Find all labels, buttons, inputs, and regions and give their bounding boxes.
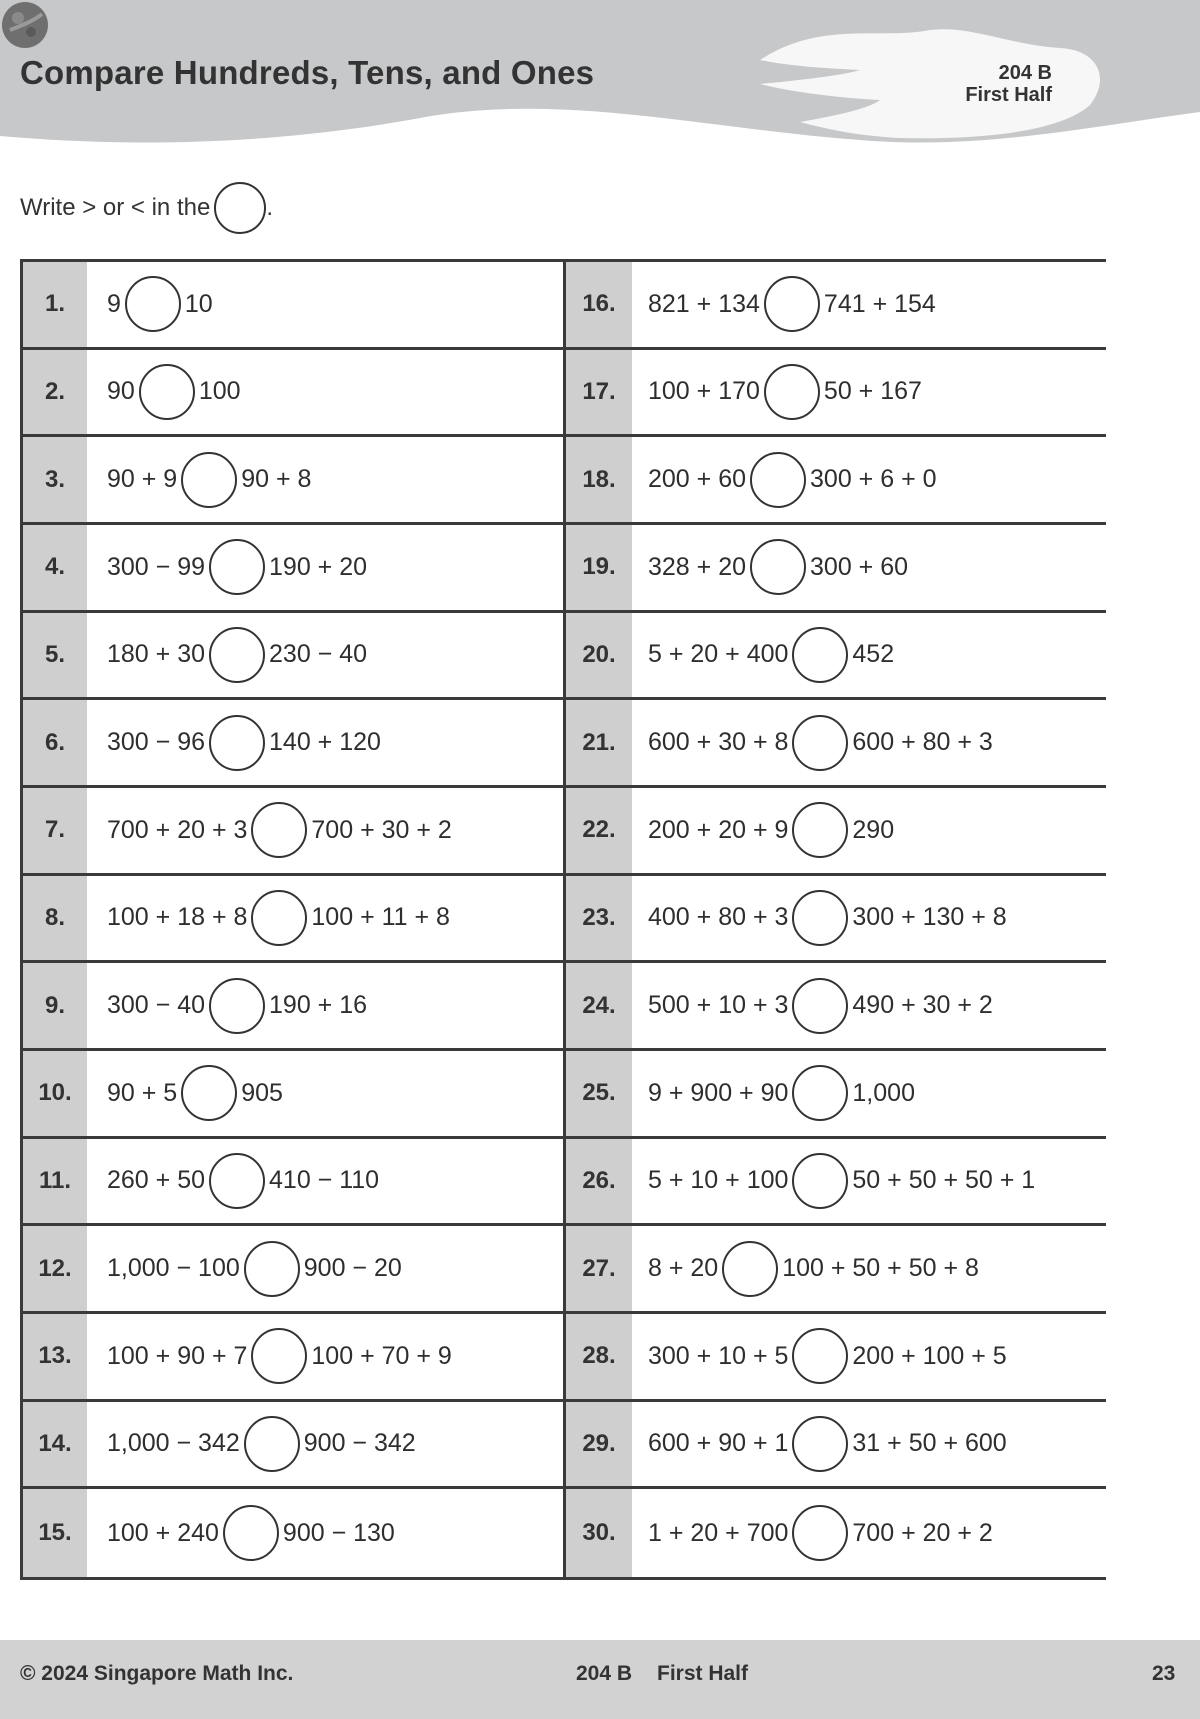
answer-circle[interactable] (181, 452, 237, 508)
problem-number: 8. (44, 903, 65, 931)
problem-item (23, 788, 566, 876)
problem-number: 21. (582, 728, 616, 756)
problem-number: 23. (582, 903, 616, 931)
right-expression: 31 + 50 + 600 (852, 1429, 1007, 1458)
problem-item (23, 1051, 566, 1139)
problem-number: 14. (38, 1429, 72, 1457)
left-expression: 200 + 60 (648, 465, 747, 494)
problem-item (566, 1139, 1106, 1227)
problem-item (566, 1402, 1106, 1490)
left-expression: 700 + 20 + 3 (107, 815, 248, 844)
instruction-lead: Write > or < in the (20, 194, 211, 221)
answer-circle[interactable] (792, 627, 848, 683)
problem-item (566, 1226, 1106, 1314)
left-expression: 100 + 240 (107, 1518, 219, 1547)
problem-number: 18. (582, 465, 616, 493)
right-expression: 200 + 100 + 5 (852, 1341, 1007, 1370)
level-badge (965, 62, 1052, 106)
answer-circle[interactable] (251, 890, 307, 946)
answer-circle[interactable] (125, 276, 181, 332)
problem-number: 2. (44, 377, 65, 405)
problem-item (566, 350, 1106, 438)
answer-circle[interactable] (792, 890, 848, 946)
left-expression: 9 + 900 + 90 (648, 1078, 789, 1107)
answer-circle[interactable] (792, 978, 848, 1034)
right-expression: 100 (198, 377, 241, 406)
problem-number: 5. (44, 640, 65, 668)
footer-section: First Half (657, 1662, 749, 1685)
problem-item (566, 788, 1106, 876)
problem-number: 1. (44, 290, 65, 318)
right-expression: 10 (184, 289, 213, 318)
left-expression: 100 + 18 + 8 (107, 903, 248, 932)
problem-number: 9. (44, 991, 65, 1019)
answer-circle[interactable] (722, 1241, 778, 1297)
problem-number: 15. (38, 1519, 72, 1547)
problem-item (566, 700, 1106, 788)
planet-icon (0, 0, 50, 50)
left-expression: 90 + 9 (107, 465, 178, 494)
problem-item (23, 262, 566, 350)
problem-item (23, 525, 566, 613)
right-expression: 490 + 30 + 2 (852, 991, 993, 1020)
right-expression: 100 + 11 + 8 (311, 903, 450, 932)
left-expression: 90 + 5 (107, 1078, 178, 1107)
answer-circle[interactable] (792, 1153, 848, 1209)
answer-circle[interactable] (792, 1065, 848, 1121)
problem-number: 30. (582, 1519, 616, 1547)
problem-number: 29. (582, 1429, 616, 1457)
left-expression: 300 + 10 + 5 (648, 1341, 789, 1370)
problem-number: 3. (44, 465, 65, 493)
right-expression: 410 − 110 (269, 1166, 380, 1195)
problem-grid (20, 259, 1106, 1580)
problem-number: 13. (38, 1342, 72, 1370)
footer-code: 204 B (576, 1662, 633, 1685)
left-expression: 300 − 99 (107, 552, 206, 581)
left-expression: 8 + 20 (648, 1254, 719, 1283)
problem-item (566, 1489, 1106, 1577)
answer-circle-example (214, 182, 266, 234)
answer-circle[interactable] (139, 364, 195, 420)
problem-number: 17. (582, 377, 616, 405)
left-expression: 1,000 − 100 (107, 1254, 240, 1283)
right-expression: 190 + 16 (269, 991, 368, 1020)
right-expression: 900 − 20 (303, 1254, 402, 1283)
problem-item (23, 350, 566, 438)
answer-circle[interactable] (209, 627, 265, 683)
right-expression: 700 + 20 + 2 (852, 1518, 993, 1547)
problem-item (23, 1489, 566, 1577)
right-expression: 50 + 167 (823, 377, 922, 406)
problem-number: 4. (44, 553, 65, 581)
page-title: Compare Hundreds, Tens, and Ones (20, 54, 595, 91)
answer-circle[interactable] (209, 1153, 265, 1209)
answer-circle[interactable] (209, 715, 265, 771)
badge-code: 204 B (998, 62, 1052, 84)
problem-item (566, 525, 1106, 613)
right-expression: 452 (852, 640, 895, 669)
problem-item (23, 613, 566, 701)
problem-item (23, 876, 566, 964)
answer-circle[interactable] (792, 1505, 848, 1561)
left-expression: 600 + 30 + 8 (648, 728, 789, 757)
left-expression: 90 (107, 377, 135, 406)
problem-item (566, 1051, 1106, 1139)
problem-number: 28. (582, 1342, 616, 1370)
problem-number: 16. (582, 290, 616, 318)
answer-circle[interactable] (209, 539, 265, 595)
answer-circle[interactable] (209, 978, 265, 1034)
problem-number: 10. (38, 1079, 72, 1107)
problem-item (23, 1226, 566, 1314)
page-footer (0, 1640, 1200, 1719)
left-expression: 260 + 50 (107, 1166, 206, 1195)
left-expression: 600 + 90 + 1 (648, 1429, 789, 1458)
answer-circle[interactable] (792, 802, 848, 858)
left-expression: 500 + 10 + 3 (648, 991, 789, 1020)
answer-circle[interactable] (792, 715, 848, 771)
answer-circle[interactable] (764, 364, 820, 420)
answer-circle[interactable] (792, 1328, 848, 1384)
right-expression: 140 + 120 (269, 728, 381, 757)
right-expression: 190 + 20 (269, 552, 368, 581)
answer-circle[interactable] (181, 1065, 237, 1121)
right-expression: 300 + 6 + 0 (810, 465, 937, 494)
problem-item (23, 1402, 566, 1490)
problem-number: 22. (582, 816, 616, 844)
right-expression: 100 + 70 + 9 (311, 1341, 452, 1370)
problem-number: 20. (582, 640, 616, 668)
answer-circle[interactable] (764, 276, 820, 332)
problem-item (566, 613, 1106, 701)
right-expression: 300 + 60 (810, 552, 909, 581)
left-expression: 1 + 20 + 700 (648, 1518, 789, 1547)
answer-circle[interactable] (251, 1328, 307, 1384)
answer-circle[interactable] (792, 1416, 848, 1472)
right-expression: 50 + 50 + 50 + 1 (852, 1166, 1036, 1195)
left-expression: 300 − 96 (107, 728, 206, 757)
left-expression: 400 + 80 + 3 (648, 903, 789, 932)
problem-number: 25. (582, 1079, 616, 1107)
page-number: 23 (1152, 1662, 1176, 1685)
problem-number: 11. (38, 1166, 72, 1194)
left-expression: 328 + 20 (648, 552, 747, 581)
badge-section: First Half (965, 84, 1052, 106)
problem-item (23, 700, 566, 788)
left-expression: 1,000 − 342 (107, 1429, 240, 1458)
left-expression: 821 + 134 (648, 289, 760, 318)
left-expression: 100 + 170 (648, 377, 760, 406)
right-expression: 100 + 50 + 50 + 8 (782, 1254, 979, 1283)
left-expression: 180 + 30 (107, 640, 206, 669)
problem-number: 12. (38, 1254, 72, 1282)
answer-circle[interactable] (244, 1416, 300, 1472)
answer-circle[interactable] (223, 1505, 279, 1561)
left-expression: 5 + 10 + 100 (648, 1166, 789, 1195)
right-expression: 230 − 40 (269, 640, 368, 669)
right-expression: 90 + 8 (241, 465, 312, 494)
answer-circle[interactable] (750, 452, 806, 508)
answer-circle[interactable] (750, 539, 806, 595)
left-expression: 300 − 40 (107, 991, 206, 1020)
problem-item (566, 963, 1106, 1051)
answer-circle[interactable] (244, 1241, 300, 1297)
right-expression: 290 (852, 815, 895, 844)
left-expression: 9 (107, 289, 121, 318)
problem-number: 19. (582, 553, 616, 581)
right-expression: 600 + 80 + 3 (852, 728, 993, 757)
left-expression: 5 + 20 + 400 (648, 640, 789, 669)
right-expression: 700 + 30 + 2 (311, 815, 452, 844)
problem-item (566, 437, 1106, 525)
problem-item (566, 262, 1106, 350)
right-expression: 300 + 130 + 8 (852, 903, 1007, 932)
problem-item (23, 1139, 566, 1227)
right-expression: 900 − 342 (303, 1429, 416, 1458)
page-header (0, 0, 1200, 160)
answer-circle[interactable] (251, 802, 307, 858)
problem-item (23, 963, 566, 1051)
problem-number: 7. (44, 816, 65, 844)
instruction-text (20, 178, 273, 238)
left-expression: 200 + 20 + 9 (648, 815, 789, 844)
problem-number: 6. (44, 728, 65, 756)
right-expression: 1,000 (852, 1078, 915, 1107)
problem-number: 27. (582, 1254, 616, 1282)
instruction-period: . (266, 194, 273, 221)
right-expression: 741 + 154 (823, 289, 936, 318)
problem-number: 26. (582, 1166, 616, 1194)
problem-item (23, 437, 566, 525)
right-expression: 900 − 130 (282, 1518, 395, 1547)
problem-item (566, 1314, 1106, 1402)
left-expression: 100 + 90 + 7 (107, 1341, 248, 1370)
problem-item (23, 1314, 566, 1402)
footer-copyright: © 2024 Singapore Math Inc. (20, 1662, 294, 1685)
problem-item (566, 876, 1106, 964)
problem-number: 24. (582, 991, 616, 1019)
right-expression: 905 (241, 1078, 283, 1107)
